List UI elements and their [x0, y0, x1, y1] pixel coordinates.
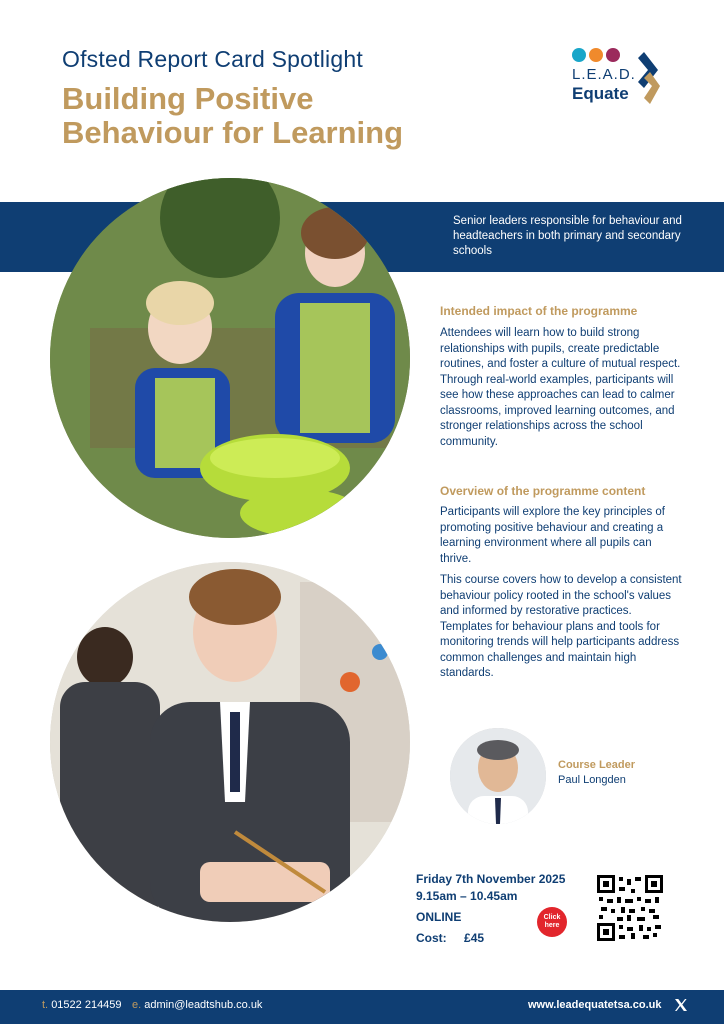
logo-text-equate: Equate [572, 84, 629, 103]
children-gardening-photo [50, 178, 410, 538]
footer-email[interactable] [132, 999, 262, 1011]
phone-prefix: t. [42, 999, 49, 1011]
x-twitter-icon[interactable] [674, 998, 688, 1012]
title-line-1: Building Positive [62, 81, 314, 116]
course-leader-photo [450, 728, 546, 824]
phone-number: 01522 214459 [51, 999, 122, 1011]
student-classroom-photo [50, 562, 410, 922]
overview-para-2: This course covers how to develop a consistent behaviour policy rooted in the school's values and informed by restorative practices. Templates for behaviour plans and tools for monitoring trends will help participants address common challenges and maintain high standards. [440, 574, 682, 679]
footer-phone[interactable] [42, 999, 122, 1011]
event-cost [416, 931, 484, 945]
cost-label: Cost: [416, 931, 447, 945]
click-here-button[interactable]: Click here [537, 907, 567, 937]
course-leader-name: Paul Longden [558, 774, 626, 786]
lead-equate-chevron-icon [636, 50, 662, 106]
cost-value: £45 [464, 931, 485, 945]
event-mode: ONLINE [416, 910, 462, 924]
email-prefix: e. [132, 999, 142, 1011]
logo-dot-blue [572, 48, 586, 62]
logo [570, 46, 665, 116]
overview-heading: Overview of the programme content [440, 484, 646, 498]
email-address: admin@leadtshub.co.uk [144, 999, 263, 1011]
page-title [62, 82, 482, 150]
event-date: Friday 7th November 2025 [416, 872, 566, 886]
subtitle: Ofsted Report Card Spotlight [62, 46, 363, 72]
logo-dot-purple [606, 48, 620, 62]
title-line-2: Behaviour for Learning [62, 115, 404, 150]
impact-heading: Intended impact of the programme [440, 304, 638, 318]
logo-text-lead: L.E.A.D. [572, 66, 636, 83]
overview-para-1: Participants will explore the key principles of promoting positive behaviour and creating a learning environment where all pupils can thrive. [440, 506, 665, 565]
impact-body: Attendees will learn how to build strong relationships with pupils, create predictable routines, and foster a culture of mutual respect. Through real-world examples, participants will see how these approaches can lead to calmer classrooms, improved learning outcomes, and stronger relationships across the school community. [440, 327, 681, 448]
footer-website-link[interactable]: www.leadequatetsa.co.uk [528, 999, 662, 1011]
audience-text: Senior leaders responsible for behaviour and headteachers in both primary and secondary schools [453, 215, 682, 257]
qr-code[interactable] [597, 875, 663, 941]
logo-dot-orange [589, 48, 603, 62]
course-leader-label: Course Leader [558, 759, 636, 771]
event-time: 9.15am – 10.45am [416, 889, 518, 903]
